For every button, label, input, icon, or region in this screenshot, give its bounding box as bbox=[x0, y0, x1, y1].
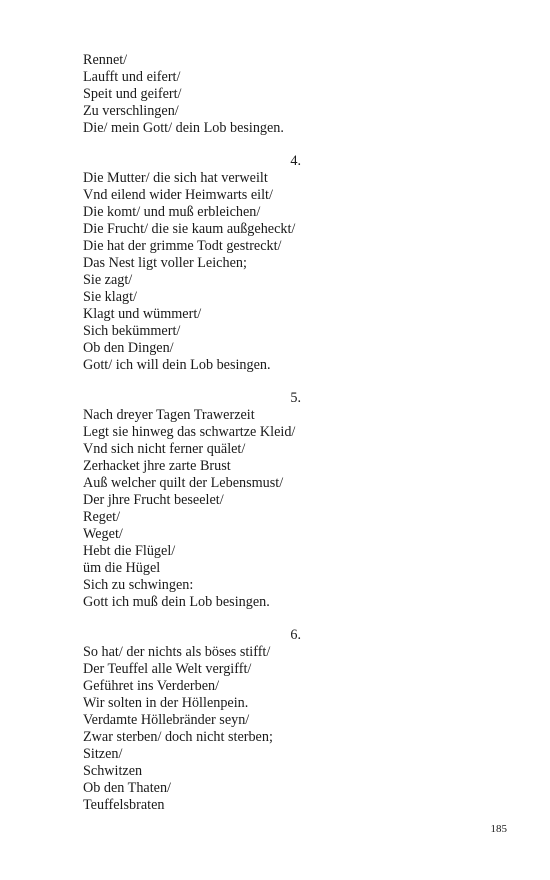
poem-line: Verdamte Höllebränder seyn/ bbox=[83, 712, 250, 728]
poem-line: Vnd eilend wider Heimwarts eilt/ bbox=[83, 187, 273, 203]
poem-line: Die/ mein Gott/ dein Lob besingen. bbox=[83, 120, 284, 136]
poem-line: Sie zagt/ bbox=[83, 272, 133, 288]
poem-line: Geführet ins Verderben/ bbox=[83, 678, 220, 694]
poem-line: Das Nest ligt voller Leichen; bbox=[83, 255, 247, 271]
poem-line: Laufft und eifert/ bbox=[83, 69, 181, 85]
stanza-continuation bbox=[83, 52, 303, 137]
stanza-4 bbox=[83, 153, 303, 374]
poem-line: Ob den Thaten/ bbox=[83, 780, 171, 796]
poem-line: Die Mutter/ die sich hat verweilt bbox=[83, 170, 268, 186]
poem-line: Zu verschlingen/ bbox=[83, 103, 179, 119]
stanza-gap bbox=[83, 611, 303, 627]
poem-line: Weget/ bbox=[83, 526, 123, 542]
poem-line: Die hat der grimme Todt gestreckt/ bbox=[83, 238, 282, 254]
poem-line: Vnd sich nicht ferner quälet/ bbox=[83, 441, 246, 457]
stanza-5 bbox=[83, 390, 303, 611]
poem-line: Der jhre Frucht beseelet/ bbox=[83, 492, 224, 508]
poem-line: Nach dreyer Tagen Trawerzeit bbox=[83, 407, 255, 423]
poem-line: Legt sie hinweg das schwartze Kleid/ bbox=[83, 424, 296, 440]
poem-line: Gott ich muß dein Lob besingen. bbox=[83, 594, 270, 610]
poem-line: Zerhacket jhre zarte Brust bbox=[83, 458, 231, 474]
stanza-gap bbox=[83, 137, 303, 153]
poem-line: Sich zu schwingen: bbox=[83, 577, 194, 593]
poem-line: Sich bekümmert/ bbox=[83, 323, 181, 339]
poem-line: Klagt und wümmert/ bbox=[83, 306, 202, 322]
stanza-gap bbox=[83, 374, 303, 390]
poem-line: Rennet/ bbox=[83, 52, 128, 68]
poem-line: So hat/ der nichts als böses stifft/ bbox=[83, 644, 271, 660]
poem-line: Ob den Dingen/ bbox=[83, 340, 174, 356]
poem-line: Auß welcher quilt der Lebensmust/ bbox=[83, 475, 284, 491]
poem-line: Speit und geifert/ bbox=[83, 86, 182, 102]
poem-line: Die Frucht/ die sie kaum außgeheckt/ bbox=[83, 221, 296, 237]
poem-line: Sie klagt/ bbox=[83, 289, 137, 305]
poem-line: Der Teuffel alle Welt vergifft/ bbox=[83, 661, 252, 677]
page-number: 185 bbox=[490, 823, 507, 835]
poem-line: üm die Hügel bbox=[83, 560, 161, 576]
poem-text bbox=[83, 52, 303, 814]
poem-line: Wir solten in der Höllenpein. bbox=[83, 695, 249, 711]
poem-line: Zwar sterben/ doch nicht sterben; bbox=[83, 729, 273, 745]
poem-line: Reget/ bbox=[83, 509, 121, 525]
stanza-6 bbox=[83, 627, 303, 814]
stanza-number: 4. bbox=[290, 153, 301, 169]
poem-line: Hebt die Flügel/ bbox=[83, 543, 176, 559]
poem-line: Teuffelsbraten bbox=[83, 797, 165, 813]
stanza-number: 6. bbox=[290, 627, 301, 643]
stanza-number: 5. bbox=[290, 390, 301, 406]
poem-line: Schwitzen bbox=[83, 763, 143, 779]
poem-line: Sitzen/ bbox=[83, 746, 123, 762]
poem-line: Die komt/ und muß erbleichen/ bbox=[83, 204, 261, 220]
poem-line: Gott/ ich will dein Lob besingen. bbox=[83, 357, 271, 373]
